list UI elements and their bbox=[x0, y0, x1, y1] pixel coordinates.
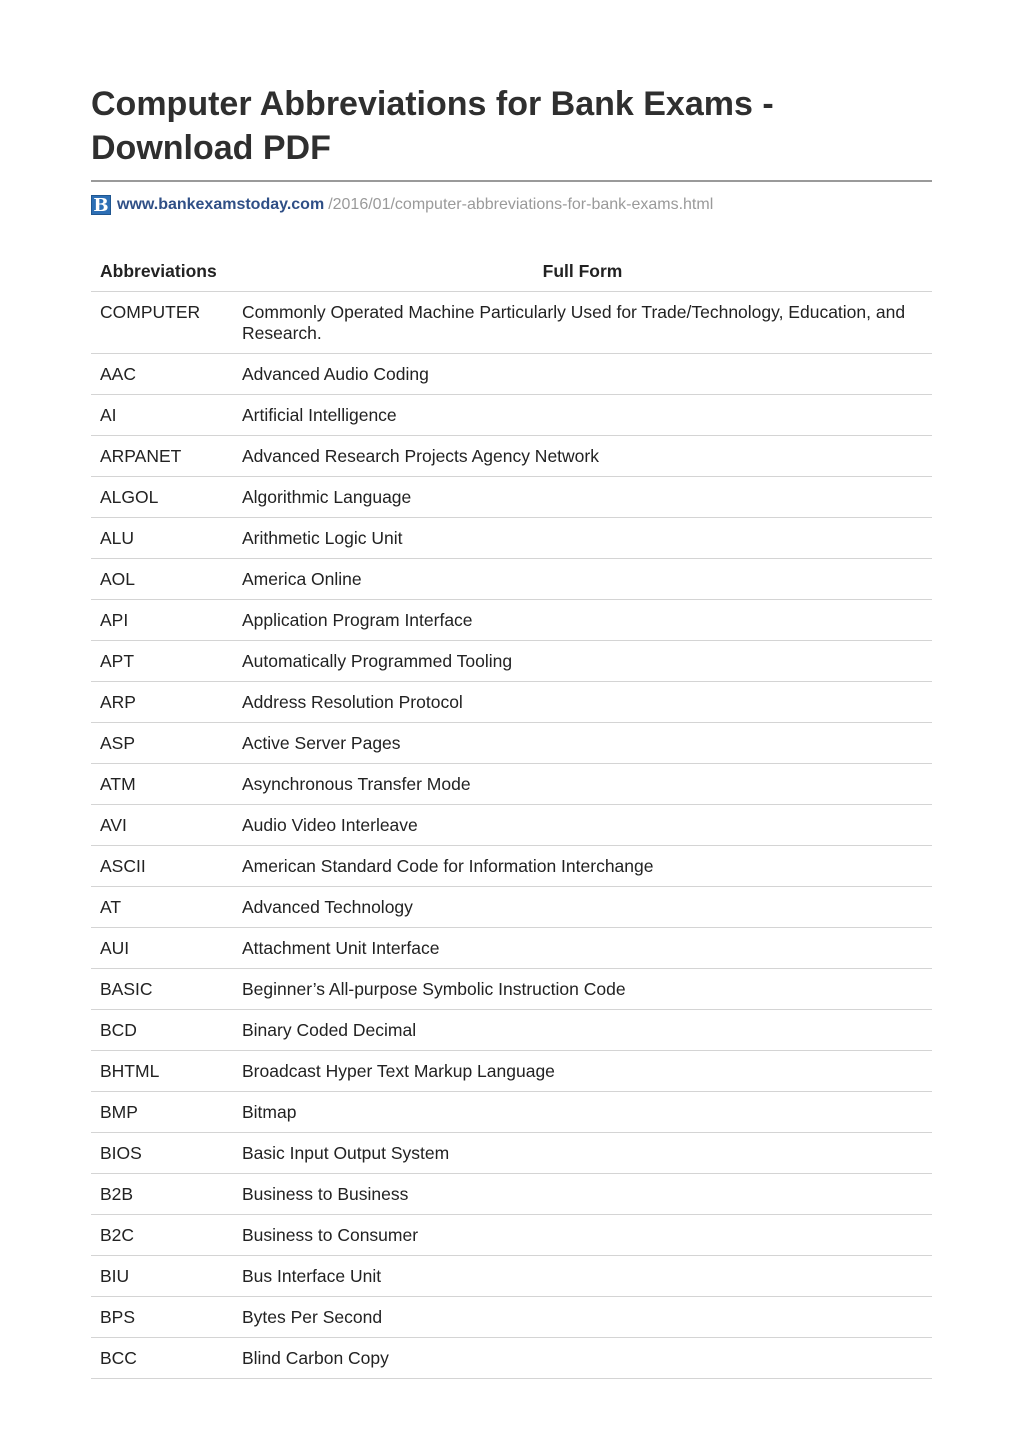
table-row bbox=[91, 764, 932, 805]
full-form-cell: Advanced Audio Coding bbox=[233, 354, 932, 395]
full-form-cell: Advanced Research Projects Agency Network bbox=[233, 436, 932, 477]
table-row bbox=[91, 292, 932, 354]
table-row bbox=[91, 1215, 932, 1256]
column-header-abbreviations: Abbreviations bbox=[91, 248, 233, 292]
abbreviations-table bbox=[91, 248, 932, 1379]
abbreviation-cell: ALU bbox=[91, 518, 233, 559]
abbreviation-cell: AUI bbox=[91, 928, 233, 969]
table-row bbox=[91, 1133, 932, 1174]
full-form-cell: Business to Consumer bbox=[233, 1215, 932, 1256]
table-row bbox=[91, 887, 932, 928]
full-form-cell: Artificial Intelligence bbox=[233, 395, 932, 436]
table-row bbox=[91, 682, 932, 723]
abbreviation-cell: ALGOL bbox=[91, 477, 233, 518]
document-page bbox=[91, 0, 932, 1379]
abbreviation-cell: BCD bbox=[91, 1010, 233, 1051]
table-row bbox=[91, 436, 932, 477]
full-form-cell: Application Program Interface bbox=[233, 600, 932, 641]
table-row bbox=[91, 477, 932, 518]
full-form-cell: Business to Business bbox=[233, 1174, 932, 1215]
table-body bbox=[91, 292, 932, 1379]
abbreviation-cell: BMP bbox=[91, 1092, 233, 1133]
title-divider bbox=[91, 180, 932, 182]
full-form-cell: Address Resolution Protocol bbox=[233, 682, 932, 723]
full-form-cell: Arithmetic Logic Unit bbox=[233, 518, 932, 559]
table-row bbox=[91, 1051, 932, 1092]
table-row bbox=[91, 518, 932, 559]
full-form-cell: Bytes Per Second bbox=[233, 1297, 932, 1338]
abbreviation-cell: B2C bbox=[91, 1215, 233, 1256]
full-form-cell: Active Server Pages bbox=[233, 723, 932, 764]
full-form-cell: Beginner’s All-purpose Symbolic Instruction Code bbox=[233, 969, 932, 1010]
abbreviation-cell: AOL bbox=[91, 559, 233, 600]
table-row bbox=[91, 928, 932, 969]
table-row bbox=[91, 600, 932, 641]
full-form-cell: Asynchronous Transfer Mode bbox=[233, 764, 932, 805]
abbreviation-cell: ASP bbox=[91, 723, 233, 764]
full-form-cell: American Standard Code for Information Interchange bbox=[233, 846, 932, 887]
table-row bbox=[91, 1174, 932, 1215]
abbreviation-cell: AAC bbox=[91, 354, 233, 395]
full-form-cell: Automatically Programmed Tooling bbox=[233, 641, 932, 682]
table-row bbox=[91, 805, 932, 846]
table-row bbox=[91, 395, 932, 436]
full-form-cell: Bitmap bbox=[233, 1092, 932, 1133]
page-title: Computer Abbreviations for Bank Exams - Download PDF bbox=[91, 85, 774, 167]
full-form-cell: Broadcast Hyper Text Markup Language bbox=[233, 1051, 932, 1092]
abbreviation-cell: API bbox=[91, 600, 233, 641]
abbreviation-cell: AT bbox=[91, 887, 233, 928]
table-row bbox=[91, 559, 932, 600]
abbreviation-cell: AI bbox=[91, 395, 233, 436]
full-form-cell: Audio Video Interleave bbox=[233, 805, 932, 846]
full-form-cell: Bus Interface Unit bbox=[233, 1256, 932, 1297]
table-row bbox=[91, 1092, 932, 1133]
abbreviation-cell: COMPUTER bbox=[91, 292, 233, 354]
abbreviation-cell: ASCII bbox=[91, 846, 233, 887]
full-form-cell: Binary Coded Decimal bbox=[233, 1010, 932, 1051]
table-row bbox=[91, 1297, 932, 1338]
table-row bbox=[91, 641, 932, 682]
full-form-cell: Attachment Unit Interface bbox=[233, 928, 932, 969]
site-logo-icon: B bbox=[91, 195, 111, 215]
source-path: /2016/01/computer-abbreviations-for-bank-exams.html bbox=[328, 196, 714, 213]
full-form-cell: Commonly Operated Machine Particularly Used for Trade/Technology, Education, and Research. bbox=[233, 292, 932, 354]
table-row bbox=[91, 1338, 932, 1379]
full-form-cell: Advanced Technology bbox=[233, 887, 932, 928]
abbreviation-cell: BCC bbox=[91, 1338, 233, 1379]
table-row bbox=[91, 1010, 932, 1051]
abbreviation-cell: B2B bbox=[91, 1174, 233, 1215]
abbreviation-cell: ARP bbox=[91, 682, 233, 723]
table-header-row bbox=[91, 248, 932, 292]
source-domain-link[interactable]: www.bankexamstoday.com bbox=[117, 196, 325, 213]
abbreviation-cell: BHTML bbox=[91, 1051, 233, 1092]
table-row bbox=[91, 354, 932, 395]
table-row bbox=[91, 723, 932, 764]
full-form-cell: America Online bbox=[233, 559, 932, 600]
table-row bbox=[91, 1256, 932, 1297]
abbreviation-cell: ATM bbox=[91, 764, 233, 805]
full-form-cell: Algorithmic Language bbox=[233, 477, 932, 518]
abbreviation-cell: BIOS bbox=[91, 1133, 233, 1174]
abbreviation-cell: ARPANET bbox=[91, 436, 233, 477]
abbreviation-cell: APT bbox=[91, 641, 233, 682]
abbreviation-cell: AVI bbox=[91, 805, 233, 846]
column-header-full-form: Full Form bbox=[233, 248, 932, 292]
full-form-cell: Blind Carbon Copy bbox=[233, 1338, 932, 1379]
abbreviation-cell: BASIC bbox=[91, 969, 233, 1010]
table-row bbox=[91, 969, 932, 1010]
abbreviation-cell: BIU bbox=[91, 1256, 233, 1297]
full-form-cell: Basic Input Output System bbox=[233, 1133, 932, 1174]
source-line bbox=[91, 194, 932, 216]
table-row bbox=[91, 846, 932, 887]
abbreviation-cell: BPS bbox=[91, 1297, 233, 1338]
